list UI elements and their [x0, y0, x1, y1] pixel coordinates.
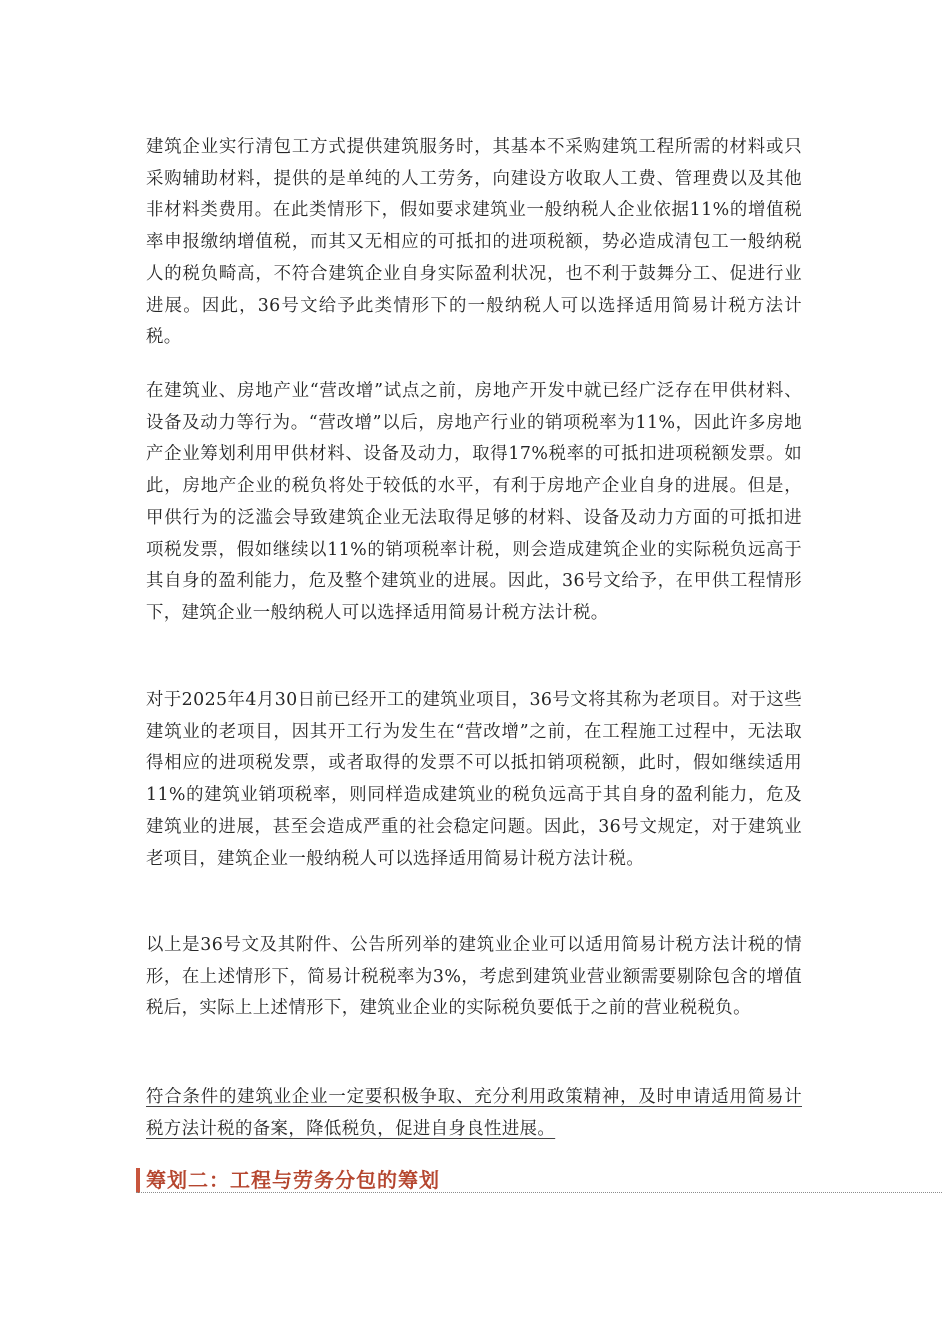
section-heading-title: 筹划二：工程与劳务分包的筹划: [146, 1168, 440, 1192]
paragraph-summary: 以上是36号文及其附件、公告所列举的建筑业企业可以适用简易计税方法计税的情形，在上述情形下，简易计税税率为3%，考虑到建筑业营业额需要剔除包含的增值税后，实际上上述情形下，建筑业企业的实际税负要低于之前的营业税税负。: [146, 935, 802, 1019]
paragraph-qingbaogong: 建筑企业实行清包工方式提供建筑服务时，其基本不采购建筑工程所需的材料或只采购辅助材料，提供的是单纯的人工劳务，向建设方收取人工费、管理费以及其他非材料类费用。在此类情形下，假如要求建筑业一般纳税人企业依据11%的增值税率申报缴纳增值税，而其又无相应的可抵扣的进项税额，势必造成清包工一般纳税人的税负畸高，不符合建筑企业自身实际盈利状况，也不利于鼓舞分工、促进行业进展。因此，36号文给予此类情形下的一般纳税人可以选择适用简易计税方法计税。: [146, 137, 802, 348]
paragraph-underlined-conclusion: 符合条件的建筑业企业一定要积极争取、充分利用政策精神，及时申请适用简易计税方法计税的备案，降低税负，促进自身良性进展。: [146, 1087, 802, 1139]
heading-accent-bar: [136, 1168, 140, 1193]
paragraph-lao-xiangmu: 对于2025年4月30日前已经开工的建筑业项目，36号文将其称为老项目。对于这些建筑业的老项目，因其开工行为发生在“营改增”之前，在工程施工过程中，无法取得相应的进项税发票，或者取得的发票不可以抵扣销项税额，此时，假如继续适用11%的建筑业销项税率，则同样造成建筑业的税负远高于其自身的盈利能力，危及建筑业的进展，甚至会造成严重的社会稳定问题。因此，36号文规定，对于建筑业老项目，建筑企业一般纳税人可以选择适用简易计税方法计税。: [146, 690, 802, 869]
heading-dotted-rule: [136, 1192, 942, 1193]
paragraph-jiagong-gongcheng: 在建筑业、房地产业“营改增”试点之前，房地产开发中就已经广泛存在甲供材料、设备及动力等行为。“营改增”以后，房地产行业的销项税率为11%，因此许多房地产企业筹划利用甲供材料、设备及动力，取得17%税率的可抵扣进项税额发票。如此，房地产企业的税负将处于较低的水平，有利于房地产企业自身的进展。但是，甲供行为的泛滥会导致建筑企业无法取得足够的材料、设备及动力方面的可抵扣进项税发票，假如继续以11%的销项税率计税，则会造成建筑企业的实际税负远高于其自身的盈利能力，危及整个建筑业的进展。因此，36号文给予，在甲供工程情形下，建筑企业一般纳税人可以选择适用简易计税方法计税。: [146, 381, 802, 623]
section-heading: [136, 1164, 942, 1196]
